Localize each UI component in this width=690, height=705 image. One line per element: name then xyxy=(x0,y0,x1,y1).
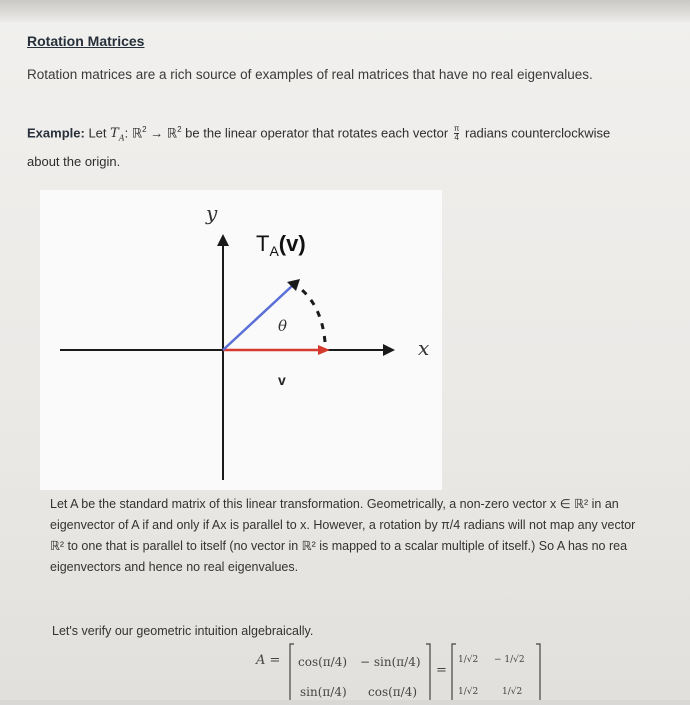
page-title: Rotation Matrices xyxy=(27,33,145,49)
x-label: x xyxy=(418,336,430,360)
arrow-text: → ℝ xyxy=(146,125,178,141)
example-desc-3: about the origin. xyxy=(27,153,121,169)
a11: cos(π/4) xyxy=(298,655,348,669)
TA-label: $T_A(v)$ xyxy=(256,231,306,259)
para-line-1: Let A be the standard matrix of this linear transformation. Geometrically, a non-zero vector x ∈ ℝ² in an xyxy=(50,497,619,511)
eigenvector-paragraph xyxy=(50,494,690,578)
vector-v-arrowhead xyxy=(318,345,330,355)
left-bracket-1 xyxy=(290,644,294,700)
b11: 1/√2 xyxy=(458,655,479,665)
verify-text: Let's verify our geometric intuition algebraically. xyxy=(52,624,314,638)
map-text: : ℝ xyxy=(124,125,143,141)
b22: 1/√2 xyxy=(502,687,523,697)
sq-2: 2 xyxy=(177,125,182,134)
matrix-lhs: A = xyxy=(256,653,281,668)
operator-symbol: $T_A$ xyxy=(110,126,125,143)
sq-1: 2 xyxy=(142,125,147,134)
matrix-eq: = xyxy=(436,663,447,678)
left-bracket-2 xyxy=(452,644,456,700)
b12: − 1/√2 xyxy=(494,655,525,665)
example-desc-1: be the linear operator that rotates each vector xyxy=(181,125,452,141)
para-line-2: eigenvector of A if and only if Ax is parallel to x. However, a rotation by π/4 radians will not map any vector xyxy=(50,518,636,532)
x-axis-arrowhead xyxy=(383,344,395,356)
rotation-figure xyxy=(40,190,442,490)
para-line-3: ℝ² to one that is parallel to itself (no vector in ℝ² is mapped to a scalar multiple of itself.) So A has no rea xyxy=(50,539,628,553)
example-desc-2: radians counterclockwise xyxy=(461,125,611,141)
pi-over-4-fraction: $\frac{\pi}{4}$ xyxy=(453,124,460,143)
rotation-diagram xyxy=(40,190,442,490)
y-label: y xyxy=(206,201,218,225)
top-border xyxy=(0,0,690,22)
a22: cos(π/4) xyxy=(368,685,418,699)
y-axis-arrowhead xyxy=(217,234,229,246)
example-paragraph xyxy=(27,118,682,173)
b21: 1/√2 xyxy=(458,687,479,697)
rotation-matrix-equation xyxy=(250,640,550,700)
rotation-arc xyxy=(302,290,325,342)
intro-text: Rotation matrices are a rich source of examples of real matrices that have no real eigenvalues. xyxy=(27,67,593,82)
v-label: v xyxy=(278,372,286,388)
right-bracket-1 xyxy=(426,644,430,700)
theta-label: θ xyxy=(278,317,288,335)
para-line-4: eigenvectors and hence no real eigenvalues. xyxy=(50,560,299,574)
example-label: Example: xyxy=(27,125,85,141)
matrix-svg xyxy=(250,640,550,700)
right-bracket-2 xyxy=(536,644,540,700)
a21: sin(π/4) xyxy=(300,685,347,699)
example-let: Let xyxy=(88,125,107,141)
a12: − sin(π/4) xyxy=(360,655,421,669)
